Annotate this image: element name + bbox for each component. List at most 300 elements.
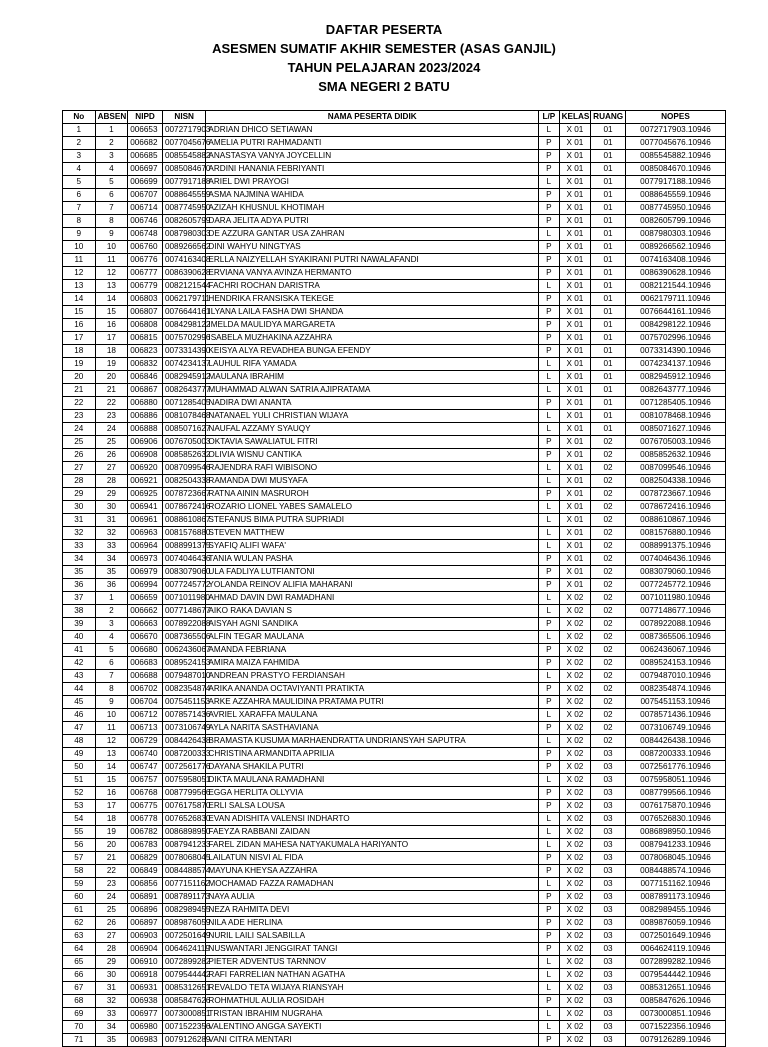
cell-ruang: 01 <box>591 189 626 202</box>
cell-lp: L <box>539 410 560 423</box>
cell-nipd: 006904 <box>128 943 163 956</box>
cell-nama: SYAFIQ ALIFI WAFA' <box>206 540 539 553</box>
table-row <box>63 943 726 956</box>
cell-no: 37 <box>63 592 96 605</box>
cell-lp: P <box>539 449 560 462</box>
cell-lp: P <box>539 202 560 215</box>
cell-kelas: X 01 <box>559 124 591 137</box>
cell-kelas: X 02 <box>559 696 591 709</box>
cell-no: 52 <box>63 787 96 800</box>
cell-ruang: 01 <box>591 267 626 280</box>
col-header-nopes: NOPES <box>625 111 725 124</box>
cell-nipd: 006783 <box>128 839 163 852</box>
cell-ruang: 01 <box>591 137 626 150</box>
cell-ruang: 01 <box>591 371 626 384</box>
cell-ruang: 01 <box>591 202 626 215</box>
table-row <box>63 696 726 709</box>
cell-nisn: 0084298122 <box>162 319 205 332</box>
cell-nipd: 006775 <box>128 800 163 813</box>
cell-nipd: 006941 <box>128 501 163 514</box>
cell-no: 38 <box>63 605 96 618</box>
cell-nopes: 0082989455.10946 <box>625 904 725 917</box>
cell-no: 56 <box>63 839 96 852</box>
cell-nama: LAILATUN NISVI AL FIDA <box>206 852 539 865</box>
cell-lp: P <box>539 787 560 800</box>
cell-absen: 27 <box>95 930 128 943</box>
cell-nipd: 006921 <box>128 475 163 488</box>
cell-nipd: 006682 <box>128 137 163 150</box>
document-header <box>0 20 768 96</box>
cell-nisn: 0082504338 <box>162 475 205 488</box>
cell-nopes: 0078723667.10946 <box>625 488 725 501</box>
cell-ruang: 03 <box>591 917 626 930</box>
cell-no: 41 <box>63 644 96 657</box>
cell-nipd: 006849 <box>128 865 163 878</box>
cell-nama: ARIKA ANANDA OCTAVIYANTI PRATIKTA <box>206 683 539 696</box>
cell-no: 65 <box>63 956 96 969</box>
table-row <box>63 735 726 748</box>
cell-no: 11 <box>63 254 96 267</box>
cell-ruang: 02 <box>591 540 626 553</box>
cell-no: 4 <box>63 163 96 176</box>
cell-absen: 36 <box>95 579 128 592</box>
cell-nama: MUHAMMAD ALWAN SATRIA AJIPRATAMA <box>206 384 539 397</box>
cell-kelas: X 01 <box>559 293 591 306</box>
cell-nipd: 006897 <box>128 917 163 930</box>
cell-absen: 35 <box>95 1034 128 1047</box>
cell-nisn: 0073314390 <box>162 345 205 358</box>
cell-absen: 18 <box>95 345 128 358</box>
cell-absen: 19 <box>95 358 128 371</box>
cell-ruang: 03 <box>591 1034 626 1047</box>
cell-nopes: 0082504338.10946 <box>625 475 725 488</box>
cell-nipd: 006680 <box>128 644 163 657</box>
col-header-nama: NAMA PESERTA DIDIK <box>206 111 539 124</box>
cell-absen: 32 <box>95 995 128 1008</box>
cell-nipd: 006740 <box>128 748 163 761</box>
table-row <box>63 436 726 449</box>
table-row <box>63 852 726 865</box>
cell-nopes: 0086898950.10946 <box>625 826 725 839</box>
cell-kelas: X 01 <box>559 345 591 358</box>
cell-nama: STEVEN MATTHEW <box>206 527 539 540</box>
cell-ruang: 02 <box>591 436 626 449</box>
cell-nipd: 006961 <box>128 514 163 527</box>
cell-ruang: 02 <box>591 722 626 735</box>
cell-nipd: 006778 <box>128 813 163 826</box>
cell-nipd: 006782 <box>128 826 163 839</box>
cell-no: 17 <box>63 332 96 345</box>
cell-nipd: 006748 <box>128 228 163 241</box>
cell-absen: 10 <box>95 709 128 722</box>
cell-nipd: 006910 <box>128 956 163 969</box>
cell-no: 55 <box>63 826 96 839</box>
cell-no: 33 <box>63 540 96 553</box>
cell-nipd: 006776 <box>128 254 163 267</box>
cell-lp: P <box>539 904 560 917</box>
cell-nisn: 0079126289 <box>162 1034 205 1047</box>
cell-nisn: 0082121544 <box>162 280 205 293</box>
cell-nama: AISYAH AGNI SANDIKA <box>206 618 539 631</box>
cell-absen: 1 <box>95 592 128 605</box>
cell-nama: EGGA HERLITA OLLYVIA <box>206 787 539 800</box>
cell-kelas: X 01 <box>559 410 591 423</box>
cell-nisn: 0074046436 <box>162 553 205 566</box>
cell-nopes: 0082605799.10946 <box>625 215 725 228</box>
cell-no: 60 <box>63 891 96 904</box>
cell-ruang: 01 <box>591 319 626 332</box>
cell-nisn: 0079487010 <box>162 670 205 683</box>
cell-nama: AYLA NARITA SASTHAVIANA <box>206 722 539 735</box>
cell-nama: AZIZAH KHUSNUL KHOTIMAH <box>206 202 539 215</box>
table-row <box>63 267 726 280</box>
cell-nopes: 0083079060.10946 <box>625 566 725 579</box>
cell-no: 32 <box>63 527 96 540</box>
cell-ruang: 03 <box>591 995 626 1008</box>
cell-kelas: X 01 <box>559 280 591 293</box>
cell-nopes: 0081078468.10946 <box>625 410 725 423</box>
cell-lp: L <box>539 592 560 605</box>
cell-kelas: X 01 <box>559 150 591 163</box>
cell-kelas: X 01 <box>559 579 591 592</box>
cell-kelas: X 02 <box>559 878 591 891</box>
cell-absen: 34 <box>95 553 128 566</box>
cell-no: 48 <box>63 735 96 748</box>
cell-lp: P <box>539 943 560 956</box>
cell-nopes: 0089876059.10946 <box>625 917 725 930</box>
cell-nipd: 006829 <box>128 852 163 865</box>
cell-absen: 5 <box>95 176 128 189</box>
cell-absen: 5 <box>95 644 128 657</box>
table-row <box>63 930 726 943</box>
cell-ruang: 03 <box>591 982 626 995</box>
cell-ruang: 02 <box>591 449 626 462</box>
cell-ruang: 02 <box>591 566 626 579</box>
cell-nama: LAUHUL RIFA YAMADA <box>206 358 539 371</box>
table-row <box>63 241 726 254</box>
cell-nipd: 006973 <box>128 553 163 566</box>
cell-no: 49 <box>63 748 96 761</box>
header-line-3: TAHUN PELAJARAN 2023/2024 <box>287 60 481 75</box>
cell-absen: 28 <box>95 475 128 488</box>
cell-nisn: 0076644161 <box>162 306 205 319</box>
cell-absen: 25 <box>95 436 128 449</box>
table-row <box>63 215 726 228</box>
cell-nopes: 0074163408.10946 <box>625 254 725 267</box>
cell-no: 69 <box>63 1008 96 1021</box>
cell-ruang: 03 <box>591 839 626 852</box>
cell-kelas: X 01 <box>559 137 591 150</box>
cell-nama: FACHRI ROCHAN DARISTRA <box>206 280 539 293</box>
cell-kelas: X 01 <box>559 501 591 514</box>
cell-kelas: X 02 <box>559 735 591 748</box>
cell-nama: TRISTAN IBRAHIM NUGRAHA <box>206 1008 539 1021</box>
cell-nama: NUSWANTARI JENGGIRAT TANGI <box>206 943 539 956</box>
cell-no: 51 <box>63 774 96 787</box>
cell-absen: 16 <box>95 319 128 332</box>
cell-kelas: X 02 <box>559 722 591 735</box>
cell-kelas: X 01 <box>559 358 591 371</box>
cell-nama: ANDREAN PRASTYO FERDIANSAH <box>206 670 539 683</box>
table-row <box>63 514 726 527</box>
cell-nama: RAMANDA DWI MUSYAFA <box>206 475 539 488</box>
col-header-nisn: NISN <box>162 111 205 124</box>
cell-ruang: 01 <box>591 397 626 410</box>
cell-nopes: 0089524153.10946 <box>625 657 725 670</box>
cell-nopes: 0082643777.10946 <box>625 384 725 397</box>
cell-kelas: X 02 <box>559 943 591 956</box>
cell-kelas: X 02 <box>559 995 591 1008</box>
cell-nisn: 0076526830 <box>162 813 205 826</box>
cell-lp: P <box>539 917 560 930</box>
cell-lp: L <box>539 1008 560 1021</box>
cell-absen: 12 <box>95 267 128 280</box>
cell-nopes: 0074046436.10946 <box>625 553 725 566</box>
cell-nopes: 0077245772.10946 <box>625 579 725 592</box>
cell-absen: 21 <box>95 852 128 865</box>
cell-kelas: X 01 <box>559 423 591 436</box>
cell-absen: 4 <box>95 631 128 644</box>
cell-no: 10 <box>63 241 96 254</box>
cell-ruang: 01 <box>591 410 626 423</box>
cell-kelas: X 01 <box>559 202 591 215</box>
cell-nisn: 0064624119 <box>162 943 205 956</box>
cell-ruang: 03 <box>591 813 626 826</box>
cell-absen: 13 <box>95 280 128 293</box>
cell-ruang: 01 <box>591 306 626 319</box>
cell-lp: L <box>539 176 560 189</box>
table-row <box>63 774 726 787</box>
cell-kelas: X 02 <box>559 657 591 670</box>
cell-ruang: 01 <box>591 176 626 189</box>
cell-absen: 34 <box>95 1021 128 1034</box>
cell-no: 63 <box>63 930 96 943</box>
table-header <box>63 111 726 124</box>
cell-nopes: 0086390628.10946 <box>625 267 725 280</box>
cell-kelas: X 02 <box>559 709 591 722</box>
cell-nisn: 0072561776 <box>162 761 205 774</box>
table-row <box>63 657 726 670</box>
cell-ruang: 01 <box>591 215 626 228</box>
cell-no: 67 <box>63 982 96 995</box>
cell-kelas: X 01 <box>559 241 591 254</box>
cell-nipd: 006685 <box>128 150 163 163</box>
cell-nipd: 006760 <box>128 241 163 254</box>
cell-nipd: 006670 <box>128 631 163 644</box>
cell-nipd: 006714 <box>128 202 163 215</box>
cell-no: 16 <box>63 319 96 332</box>
cell-kelas: X 01 <box>559 228 591 241</box>
cell-nama: DE AZZURA GANTAR USA ZAHRAN <box>206 228 539 241</box>
cell-lp: P <box>539 293 560 306</box>
cell-no: 39 <box>63 618 96 631</box>
cell-nama: NAUFAL AZZAMY SYAUQY <box>206 423 539 436</box>
cell-nisn: 0077045676 <box>162 137 205 150</box>
cell-absen: 31 <box>95 982 128 995</box>
table-row <box>63 423 726 436</box>
cell-lp: L <box>539 826 560 839</box>
cell-no: 68 <box>63 995 96 1008</box>
cell-nipd: 006662 <box>128 605 163 618</box>
cell-ruang: 03 <box>591 852 626 865</box>
cell-no: 21 <box>63 384 96 397</box>
cell-ruang: 01 <box>591 345 626 358</box>
cell-kelas: X 02 <box>559 917 591 930</box>
cell-no: 23 <box>63 410 96 423</box>
cell-lp: L <box>539 501 560 514</box>
cell-ruang: 02 <box>591 644 626 657</box>
cell-nopes: 0087941233.10946 <box>625 839 725 852</box>
cell-nisn: 0082989455 <box>162 904 205 917</box>
cell-lp: L <box>539 462 560 475</box>
cell-absen: 2 <box>95 137 128 150</box>
cell-nisn: 0082354874 <box>162 683 205 696</box>
cell-ruang: 03 <box>591 1008 626 1021</box>
cell-nopes: 0087200333.10946 <box>625 748 725 761</box>
cell-no: 57 <box>63 852 96 865</box>
cell-lp: L <box>539 124 560 137</box>
cell-ruang: 01 <box>591 241 626 254</box>
cell-ruang: 01 <box>591 228 626 241</box>
cell-absen: 2 <box>95 605 128 618</box>
table-row <box>63 813 726 826</box>
cell-lp: P <box>539 345 560 358</box>
cell-absen: 8 <box>95 215 128 228</box>
cell-ruang: 02 <box>591 501 626 514</box>
cell-no: 47 <box>63 722 96 735</box>
cell-nisn: 0077148677 <box>162 605 205 618</box>
cell-kelas: X 02 <box>559 800 591 813</box>
cell-nopes: 0072717903.10946 <box>625 124 725 137</box>
cell-nipd: 006663 <box>128 618 163 631</box>
cell-nopes: 0088610867.10946 <box>625 514 725 527</box>
cell-lp: P <box>539 319 560 332</box>
cell-nopes: 0088645559.10946 <box>625 189 725 202</box>
table-row <box>63 1008 726 1021</box>
cell-lp: P <box>539 748 560 761</box>
cell-kelas: X 02 <box>559 1034 591 1047</box>
cell-absen: 30 <box>95 501 128 514</box>
cell-kelas: X 01 <box>559 397 591 410</box>
cell-absen: 4 <box>95 163 128 176</box>
cell-nama: DAYANA SHAKILA PUTRI <box>206 761 539 774</box>
cell-nipd: 006832 <box>128 358 163 371</box>
table-row <box>63 202 726 215</box>
cell-nisn: 0087365506 <box>162 631 205 644</box>
table-row <box>63 137 726 150</box>
cell-absen: 26 <box>95 449 128 462</box>
cell-nisn: 0071522356 <box>162 1021 205 1034</box>
cell-lp: P <box>539 163 560 176</box>
cell-ruang: 01 <box>591 254 626 267</box>
cell-lp: P <box>539 852 560 865</box>
cell-kelas: X 02 <box>559 813 591 826</box>
cell-nipd: 006803 <box>128 293 163 306</box>
table-row <box>63 553 726 566</box>
cell-no: 30 <box>63 501 96 514</box>
cell-nisn: 0077245772 <box>162 579 205 592</box>
cell-nopes: 0082354874.10946 <box>625 683 725 696</box>
cell-nopes: 0076175870.10946 <box>625 800 725 813</box>
cell-no: 1 <box>63 124 96 137</box>
cell-lp: L <box>539 384 560 397</box>
cell-absen: 11 <box>95 254 128 267</box>
cell-ruang: 02 <box>591 696 626 709</box>
cell-lp: L <box>539 878 560 891</box>
cell-absen: 12 <box>95 735 128 748</box>
cell-lp: P <box>539 332 560 345</box>
header-line-1: DAFTAR PESERTA <box>325 22 443 37</box>
cell-nisn: 0076175870 <box>162 800 205 813</box>
cell-ruang: 03 <box>591 865 626 878</box>
cell-kelas: X 01 <box>559 566 591 579</box>
cell-nama: AVRIEL XARAFFA MAULANA <box>206 709 539 722</box>
cell-lp: L <box>539 631 560 644</box>
cell-nisn: 0087941233 <box>162 839 205 852</box>
cell-nopes: 0078672416.10946 <box>625 501 725 514</box>
table-row <box>63 566 726 579</box>
cell-nipd: 006704 <box>128 696 163 709</box>
cell-nama: DINI WAHYU NINGTYAS <box>206 241 539 254</box>
cell-lp: P <box>539 865 560 878</box>
cell-nipd: 006856 <box>128 878 163 891</box>
col-header-no: No <box>63 111 96 124</box>
cell-lp: P <box>539 137 560 150</box>
cell-no: 45 <box>63 696 96 709</box>
cell-nopes: 0077148677.10946 <box>625 605 725 618</box>
cell-nopes: 0087799566.10946 <box>625 787 725 800</box>
cell-absen: 7 <box>95 670 128 683</box>
participant-table <box>62 110 726 1047</box>
cell-lp: P <box>539 553 560 566</box>
cell-lp: L <box>539 280 560 293</box>
table-row <box>63 904 726 917</box>
table-row <box>63 891 726 904</box>
cell-nisn: 0085545882 <box>162 150 205 163</box>
cell-no: 42 <box>63 657 96 670</box>
cell-nipd: 006886 <box>128 410 163 423</box>
table-row <box>63 605 726 618</box>
cell-nama: REVALDO TETA WIJAYA RIANSYAH <box>206 982 539 995</box>
cell-ruang: 02 <box>591 579 626 592</box>
cell-nopes: 0073314390.10946 <box>625 345 725 358</box>
table-row <box>63 150 726 163</box>
cell-nama: RAFI FARRELIAN NATHAN AGATHA <box>206 969 539 982</box>
cell-kelas: X 01 <box>559 462 591 475</box>
cell-nisn: 0086898950 <box>162 826 205 839</box>
cell-kelas: X 02 <box>559 644 591 657</box>
cell-kelas: X 02 <box>559 618 591 631</box>
table-row <box>63 293 726 306</box>
table-row <box>63 397 726 410</box>
cell-absen: 27 <box>95 462 128 475</box>
cell-kelas: X 02 <box>559 839 591 852</box>
cell-nopes: 0087980303.10946 <box>625 228 725 241</box>
cell-lp: P <box>539 150 560 163</box>
cell-nisn: 0087200333 <box>162 748 205 761</box>
cell-no: 53 <box>63 800 96 813</box>
cell-nopes: 0082121544.10946 <box>625 280 725 293</box>
table-row <box>63 1034 726 1047</box>
cell-nisn: 0088991375 <box>162 540 205 553</box>
cell-nisn: 0071285405 <box>162 397 205 410</box>
table-row <box>63 826 726 839</box>
table-row <box>63 540 726 553</box>
cell-nipd: 006983 <box>128 1034 163 1047</box>
cell-nopes: 0085312651.10946 <box>625 982 725 995</box>
table-row <box>63 644 726 657</box>
cell-nisn: 0078723667 <box>162 488 205 501</box>
